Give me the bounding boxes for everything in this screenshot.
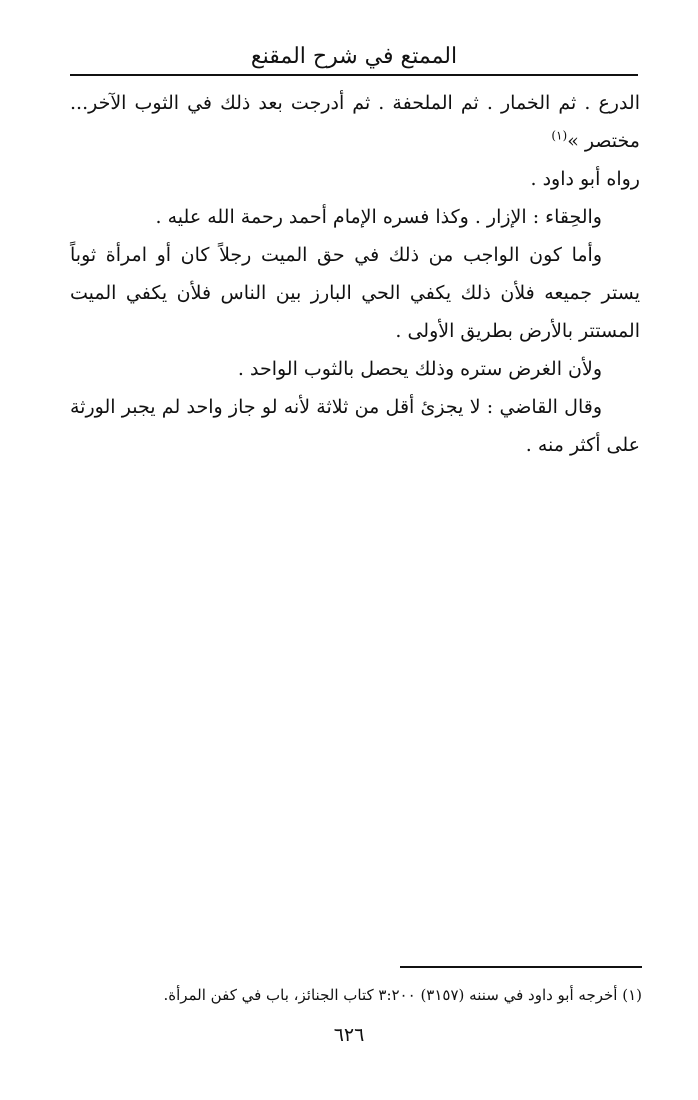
header-divider: [70, 74, 638, 76]
paragraph-3: والحِقاء : الإزار . وكذا فسره الإمام أحمد رحمة الله عليه .: [155, 206, 602, 228]
footnote-divider: [400, 966, 642, 968]
running-head-title: الممتع في شرح المقنع: [250, 44, 458, 69]
paragraph-4: وأما كون الواجب من ذلك في حق الميت رجلاً كان أو امرأة ثوباً يستر جميعه فلأن ذلك يكفي الحي البارز بين الناس فلأن يكفي الميت المستتر بالأرض بطريق الأولى .: [70, 244, 640, 342]
footnote-ref-1: (١): [551, 128, 568, 143]
page-number: ٦٢٦: [333, 1024, 365, 1046]
paragraph-5: ولأن الغرض ستره وذلك يحصل بالثوب الواحد .: [237, 358, 602, 380]
footnote-1: (١) أخرجه أبو داود في سننه (٣١٥٧) ٣:٢٠٠ كتاب الجنائز، باب في كفن المرأة.: [163, 986, 642, 1004]
paragraph-2: رواه أبو داود .: [530, 168, 640, 190]
paragraph-6: وقال القاضي : لا يجزئ أقل من ثلاثة لأنه لو جاز واحد لم يجبر الورثة على أكثر منه .: [70, 396, 640, 456]
body-text: [70, 84, 640, 464]
paragraph-1: [70, 84, 640, 160]
paragraph-1-text: الدرع . ثم الخمار . ثم الملحفة . ثم أدرجت بعد ذلك في الثوب الآخر... مختصر »: [70, 92, 640, 152]
